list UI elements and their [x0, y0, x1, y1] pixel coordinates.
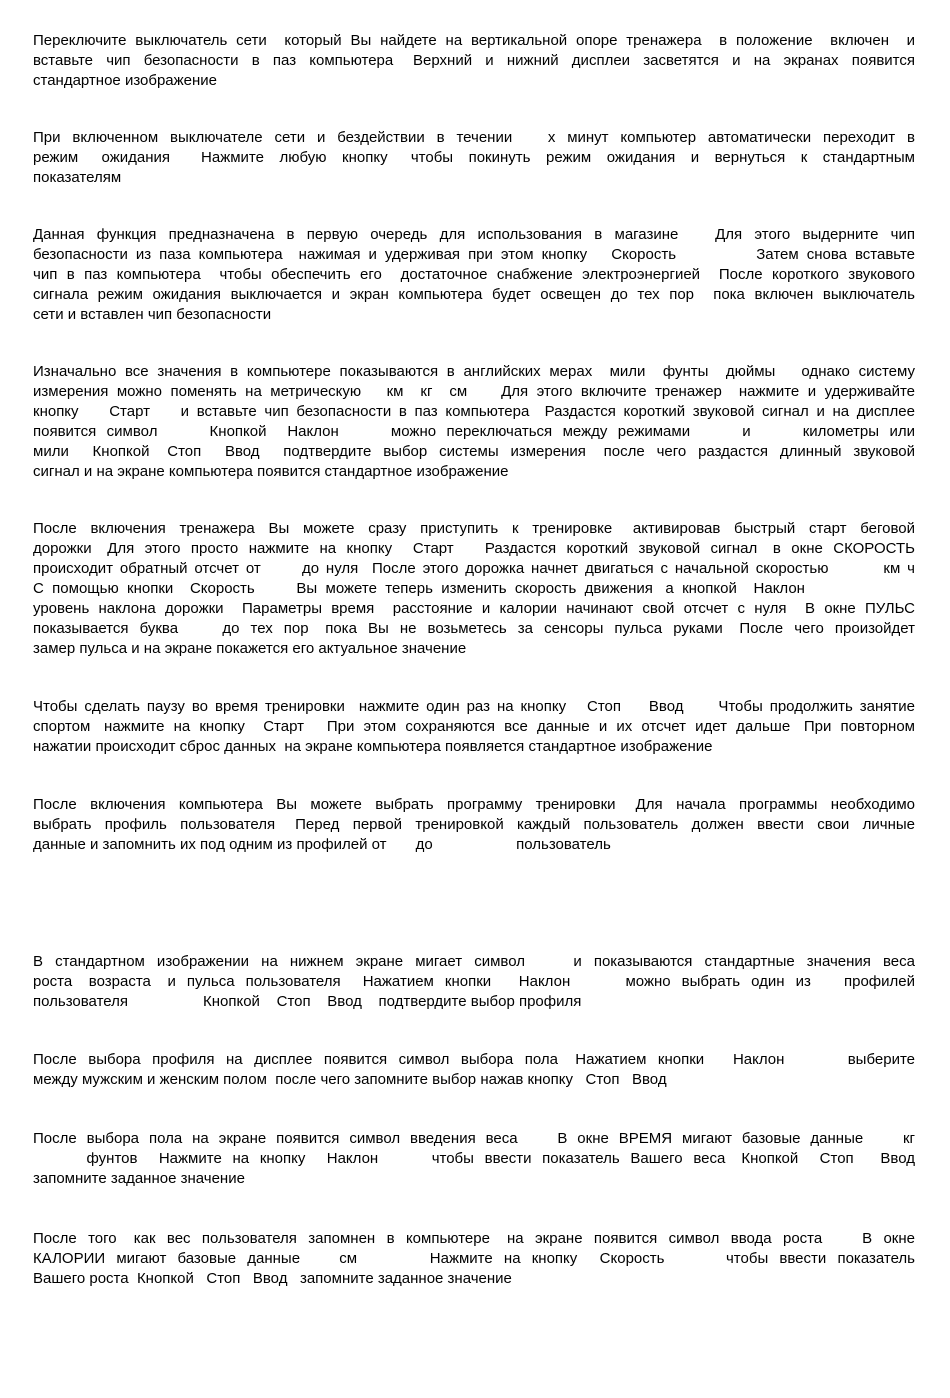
text-line: чип в паз компьютера чтобы обеспечить его достаточное снабжение электроэнергией После короткого звукового [33, 266, 915, 283]
text-line: запомните заданное значение [33, 1170, 245, 1187]
text-line: стандартное изображение [33, 72, 218, 89]
text-line: Переключите выключатель сети который Вы найдете на вертикальной опоре тренажера в положение включен и [33, 32, 915, 49]
text-line: После выбора пола на экране появится символ введения веса В окне ВРЕМЯ мигают базовые данные кг [33, 1130, 915, 1147]
text-line: После выбора профиля на дисплее появится символ выбора пола Нажатием кнопки Наклон выберите [33, 1051, 915, 1068]
text-line: показывается буква до тех пор пока Вы не возьметесь за сенсоры пульса руками После чего произойдет [33, 620, 915, 637]
paragraph-profile-select [33, 952, 915, 1012]
paragraph-shop-mode [33, 225, 915, 325]
text-line: между мужским и женским полом после чего запомните выбор нажав кнопку Стоп Ввод [33, 1071, 667, 1088]
text-line: Чтобы сделать паузу во время тренировки нажмите один раз на кнопку Стоп Ввод Чтобы продолжить занятие [33, 698, 915, 715]
text-line: После включения тренажера Вы можете сразу приступить к тренировке активировав быстрый старт беговой [33, 520, 915, 537]
text-line: После включения компьютера Вы можете выбрать программу тренировки Для начала программы необходимо [33, 796, 915, 813]
text-line: уровень наклона дорожки Параметры время расстояние и калории начинают свой отсчет с нуля В окне ПУЛЬС [33, 600, 915, 617]
text-line: спортом нажмите на кнопку Старт При этом сохраняются все данные и их отсчет идет дальше При повторном [33, 718, 915, 735]
text-line: сигнал и на экране компьютера появится стандартное изображение [33, 463, 509, 480]
text-line: замер пульса и на экране покажется его актуальное значение [33, 640, 467, 657]
paragraph-gender-select [33, 1050, 915, 1090]
text-line: При включенном выключателе сети и бездействии в течении х минут компьютер автоматически переходит в [33, 129, 915, 146]
paragraph-power-on [33, 31, 915, 91]
text-line: данные и запомнить их под одним из профилей от до пользователь [33, 836, 611, 853]
paragraph-weight-input [33, 1129, 915, 1189]
text-line: сигнала режим ожидания выключается и экран компьютера будет освещен до тех пор пока включен выключатель [33, 286, 915, 303]
text-line: появится символ Кнопкой Наклон можно переключаться между режимами и километры или [33, 423, 915, 440]
paragraph-pause [33, 697, 915, 757]
text-line: нажатии происходит сброс данных на экране компьютера появляется стандартное изображение [33, 738, 713, 755]
text-line: режим ожидания Нажмите любую кнопку чтобы покинуть режим ожидания и вернуться к стандартным [33, 149, 915, 166]
paragraph-height-input [33, 1229, 915, 1289]
text-line: С помощью кнопки Скорость Вы можете теперь изменить скорость движения а кнопкой Наклон [33, 580, 805, 597]
text-line: КАЛОРИИ мигают базовые данные см Нажмите на кнопку Скорость чтобы ввести показатель [33, 1250, 915, 1267]
text-line: измерения можно поменять на метрическую км кг см Для этого включите тренажер нажмите и удерживайте [33, 383, 915, 400]
text-line: кнопку Старт и вставьте чип безопасности в паз компьютера Раздастся короткий звуковой сигнал и на дисплее [33, 403, 915, 420]
paragraph-standby [33, 128, 915, 188]
text-line: выбрать профиль пользователя Перед первой тренировкой каждый пользователь должен ввести свои личные [33, 816, 915, 833]
paragraph-quick-start [33, 519, 915, 659]
text-line: роста возраста и пульса пользователя Нажатием кнопки Наклон можно выбрать один из профилей [33, 973, 915, 990]
text-line: вставьте чип безопасности в паз компьютера Верхний и нижний дисплеи засветятся и на экранах появится [33, 52, 915, 69]
text-line: Данная функция предназначена в первую очередь для использования в магазине Для этого выдерните чип [33, 226, 915, 243]
text-line: Изначально все значения в компьютере показываются в английских мерах мили фунты дюймы однако систему [33, 363, 915, 380]
text-line: пользователя Кнопкой Стоп Ввод подтвердите выбор профиля [33, 993, 582, 1010]
text-line: мили Кнопкой Стоп Ввод подтвердите выбор системы измерения после чего раздастся длинный звуковой [33, 443, 915, 460]
paragraph-program-select [33, 795, 915, 855]
text-line: дорожки Для этого просто нажмите на кнопку Старт Раздастся короткий звуковой сигнал в окне СКОРОСТЬ [33, 540, 915, 557]
text-line: происходит обратный отсчет от до нуля После этого дорожка начнет двигаться с начальной скоростью км ч [33, 560, 915, 577]
text-line: фунтов Нажмите на кнопку Наклон чтобы ввести показатель Вашего веса Кнопкой Стоп Ввод [33, 1150, 915, 1167]
text-line: показателям [33, 169, 122, 186]
text-line: сети и вставлен чип безопасности [33, 306, 272, 323]
text-line: безопасности из паза компьютера нажимая и удерживая при этом кнопку Скорость Затем снова вставьте [33, 246, 915, 263]
text-line: В стандартном изображении на нижнем экране мигает символ и показываются стандартные значения веса [33, 953, 915, 970]
text-line: Вашего роста Кнопкой Стоп Ввод запомните заданное значение [33, 1270, 512, 1287]
paragraph-units [33, 362, 915, 482]
text-line: После того как вес пользователя запомнен в компьютере на экране появится символ ввода роста В окне [33, 1230, 915, 1247]
